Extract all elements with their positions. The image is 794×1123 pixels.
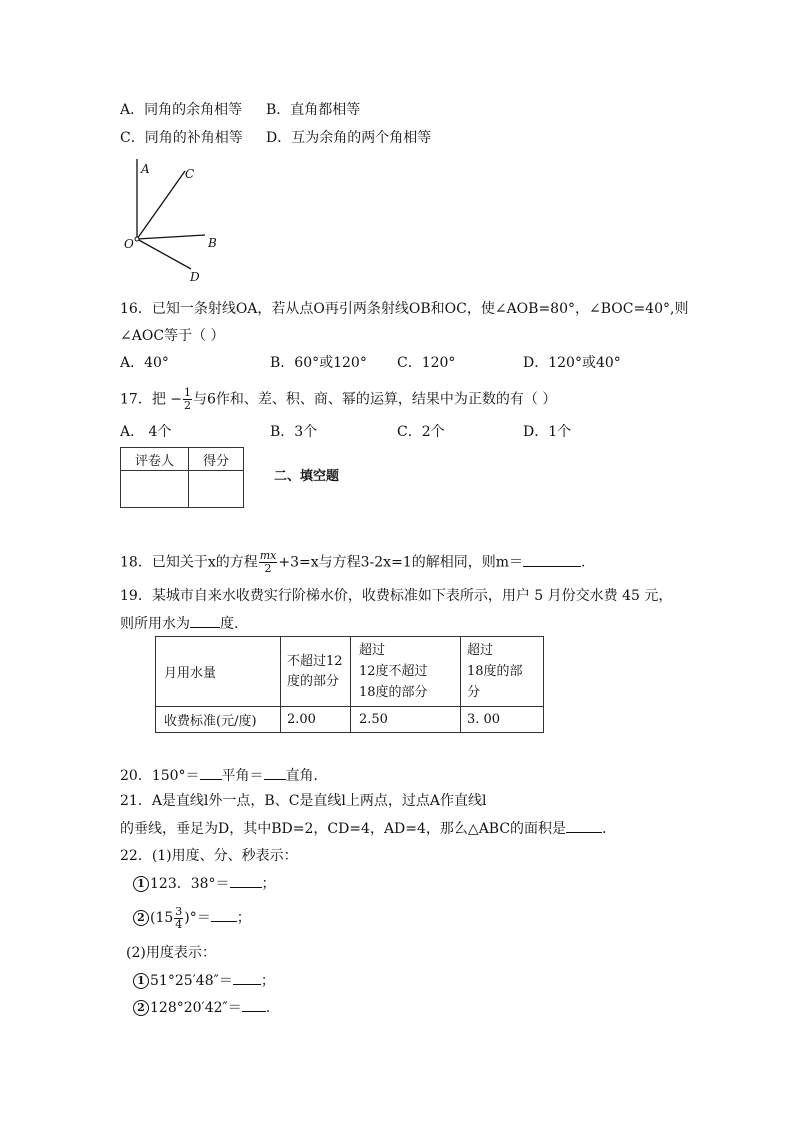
table-header-tier3 xyxy=(461,637,544,707)
q22-p4-end: . xyxy=(265,1000,271,1016)
q20-blank-2[interactable] xyxy=(264,765,286,780)
circled-number-1-icon: 1 xyxy=(133,876,149,892)
label-o: O xyxy=(124,237,134,251)
q17-option-b: B．3个 xyxy=(270,424,318,440)
q17-prefix: 17．把 − xyxy=(120,391,182,408)
table-header-tier1 xyxy=(281,637,351,707)
table-header-usage: 月用水量 xyxy=(156,637,281,707)
q16-stem-line2: ∠AOC等于（ ） xyxy=(120,328,225,344)
tier1-line1: 不超过12 xyxy=(287,653,343,669)
q17-option-a: A． 4个 xyxy=(120,424,172,440)
q19-stem-line1: 19．某城市自来水收费实行阶梯水价，收费标准如下表所示，用户 5 月份交水费 45 元， xyxy=(120,588,673,604)
q18-fraction xyxy=(259,550,278,575)
q16-option-a: A．40° xyxy=(120,355,169,371)
q21-stem-line1: 21．A是直线l外一点，B、C是直线l上两点，过点A作直线l xyxy=(120,793,487,809)
q22-p4-blank[interactable] xyxy=(242,997,266,1012)
q20-stem xyxy=(120,765,328,786)
tier1-line2: 度的部分 xyxy=(287,673,340,689)
q17-fraction-numerator: 1 xyxy=(184,386,191,399)
table-cell-tier3-rate: 3. 00 xyxy=(461,707,544,733)
tier3-line2: 18度的部 xyxy=(467,664,523,679)
q18-fraction-denominator: 2 xyxy=(264,562,272,575)
label-c: C xyxy=(185,167,195,181)
label-b: B xyxy=(208,236,217,250)
q18-end: . xyxy=(580,554,586,571)
q21-line2-suffix: ． xyxy=(602,821,617,837)
ray-od xyxy=(137,239,191,269)
table-row xyxy=(156,637,544,707)
q19-stem-line2 xyxy=(120,613,238,634)
q17-stem xyxy=(120,387,556,412)
q21-answer-blank[interactable] xyxy=(566,818,602,833)
circled-number-2-icon: 2 xyxy=(133,1000,149,1016)
q18-middle: +3=x与方程3-2x=1的解相同，则m＝ xyxy=(278,554,523,571)
table-cell-tier1-rate: 2.00 xyxy=(281,707,351,733)
score-box-score-label: 得分 xyxy=(189,448,244,471)
q18-prefix: 18．已知关于x的方程 xyxy=(120,554,258,571)
q15-option-a: A．同角的余角相等 xyxy=(120,102,243,118)
table-cell-rate-label: 收费标准(元/度) xyxy=(156,707,281,733)
tier2-line2: 12度不超过 xyxy=(359,664,428,679)
q16-option-b: B．60°或120° xyxy=(270,355,367,371)
q22-p2-suffix: )°＝ xyxy=(184,910,211,926)
q22-p3-blank[interactable] xyxy=(233,970,261,985)
circled-number-2-icon: 2 xyxy=(133,910,149,926)
q20-part-b: 平角＝ xyxy=(221,768,264,784)
q16-option-d: D．120°或40° xyxy=(523,355,621,371)
q19-line2-suffix: 度. xyxy=(220,616,239,632)
q17-fraction xyxy=(183,387,192,412)
tier3-line1: 超过 xyxy=(467,643,494,658)
q22-p2-fraction-denominator: 4 xyxy=(175,917,183,931)
score-box-score-cell[interactable] xyxy=(189,471,244,508)
label-a: A xyxy=(141,162,150,176)
q22-title: 22．(1)用度、分、秒表示： xyxy=(120,848,298,864)
rays-figure xyxy=(115,155,230,290)
point-o xyxy=(135,237,139,241)
q22-p2-blank[interactable] xyxy=(211,907,237,922)
water-price-table xyxy=(155,636,544,733)
q22-p4-text: 128°20′42″＝ xyxy=(150,1000,242,1016)
tier3-line3: 分 xyxy=(467,685,481,700)
q21-line2-prefix: 的垂线，垂足为D，其中BD=2，CD=4，AD=4，那么△ABC的面积是 xyxy=(120,821,567,837)
q19-line2-prefix: 则所用水为 xyxy=(120,616,190,632)
q20-blank-1[interactable] xyxy=(200,765,222,780)
q22-p1-end: ； xyxy=(261,876,276,892)
circled-number-1-icon: 1 xyxy=(133,973,149,989)
q18-answer-blank[interactable] xyxy=(523,552,581,567)
q22-p2-prefix: (15 xyxy=(150,910,174,926)
table-header-tier2 xyxy=(351,637,461,707)
tier2-line3: 18度的部分 xyxy=(359,685,428,700)
table-row xyxy=(156,707,544,733)
q17-option-c: C．2个 xyxy=(397,424,445,440)
q15-option-d: D．互为余角的两个角相等 xyxy=(266,130,432,146)
q16-option-c: C．120° xyxy=(397,355,456,371)
q22-p2-end: ； xyxy=(236,910,251,926)
ray-oc xyxy=(137,171,185,239)
q18-fraction-numerator: mx xyxy=(259,549,277,562)
q15-option-b: B．直角都相等 xyxy=(266,102,361,118)
q22-p2-fraction-numerator: 3 xyxy=(175,904,183,918)
q15-option-c: C．同角的补角相等 xyxy=(120,130,243,146)
label-d: D xyxy=(190,270,200,284)
q17-suffix: 与6作和、差、积、商、幂的运算，结果中为正数的有（ ） xyxy=(193,391,557,408)
q22-p3-text: 51°25′48″＝ xyxy=(150,973,233,989)
q20-part-a: 20．150°＝ xyxy=(120,768,200,784)
q20-part-c: 直角． xyxy=(285,768,328,784)
q21-stem-line2 xyxy=(120,818,616,839)
q22-sub2-title: (2)用度表示： xyxy=(126,945,216,961)
q22-p3-end: ； xyxy=(260,973,275,989)
q19-answer-blank[interactable] xyxy=(190,613,220,628)
q22-part1-item2 xyxy=(133,905,251,931)
q16-stem-line1: 16．已知一条射线OA，若从点O再引两条射线OB和OC，使∠AOB=80°，∠BOC=40°,则 xyxy=(120,301,689,317)
table-cell-tier2-rate: 2.50 xyxy=(351,707,461,733)
ray-ob xyxy=(137,235,205,239)
q18-stem xyxy=(120,550,585,575)
score-box-grader-cell[interactable] xyxy=(121,471,189,508)
section-title-fill-in: 二、填空题 xyxy=(274,469,340,484)
q17-fraction-denominator: 2 xyxy=(184,399,191,412)
score-box xyxy=(120,447,244,508)
q22-part2-item1 xyxy=(133,970,275,991)
q22-p1-blank[interactable] xyxy=(230,873,262,888)
q22-p1-text: 123．38°＝ xyxy=(150,876,230,892)
q22-p2-fraction xyxy=(174,906,183,931)
tier2-line1: 超过 xyxy=(359,643,386,658)
q22-part2-item2 xyxy=(133,997,270,1018)
score-box-grader-label: 评卷人 xyxy=(121,448,189,471)
q17-option-d: D．1个 xyxy=(523,424,572,440)
q22-part1-item1 xyxy=(133,873,276,894)
